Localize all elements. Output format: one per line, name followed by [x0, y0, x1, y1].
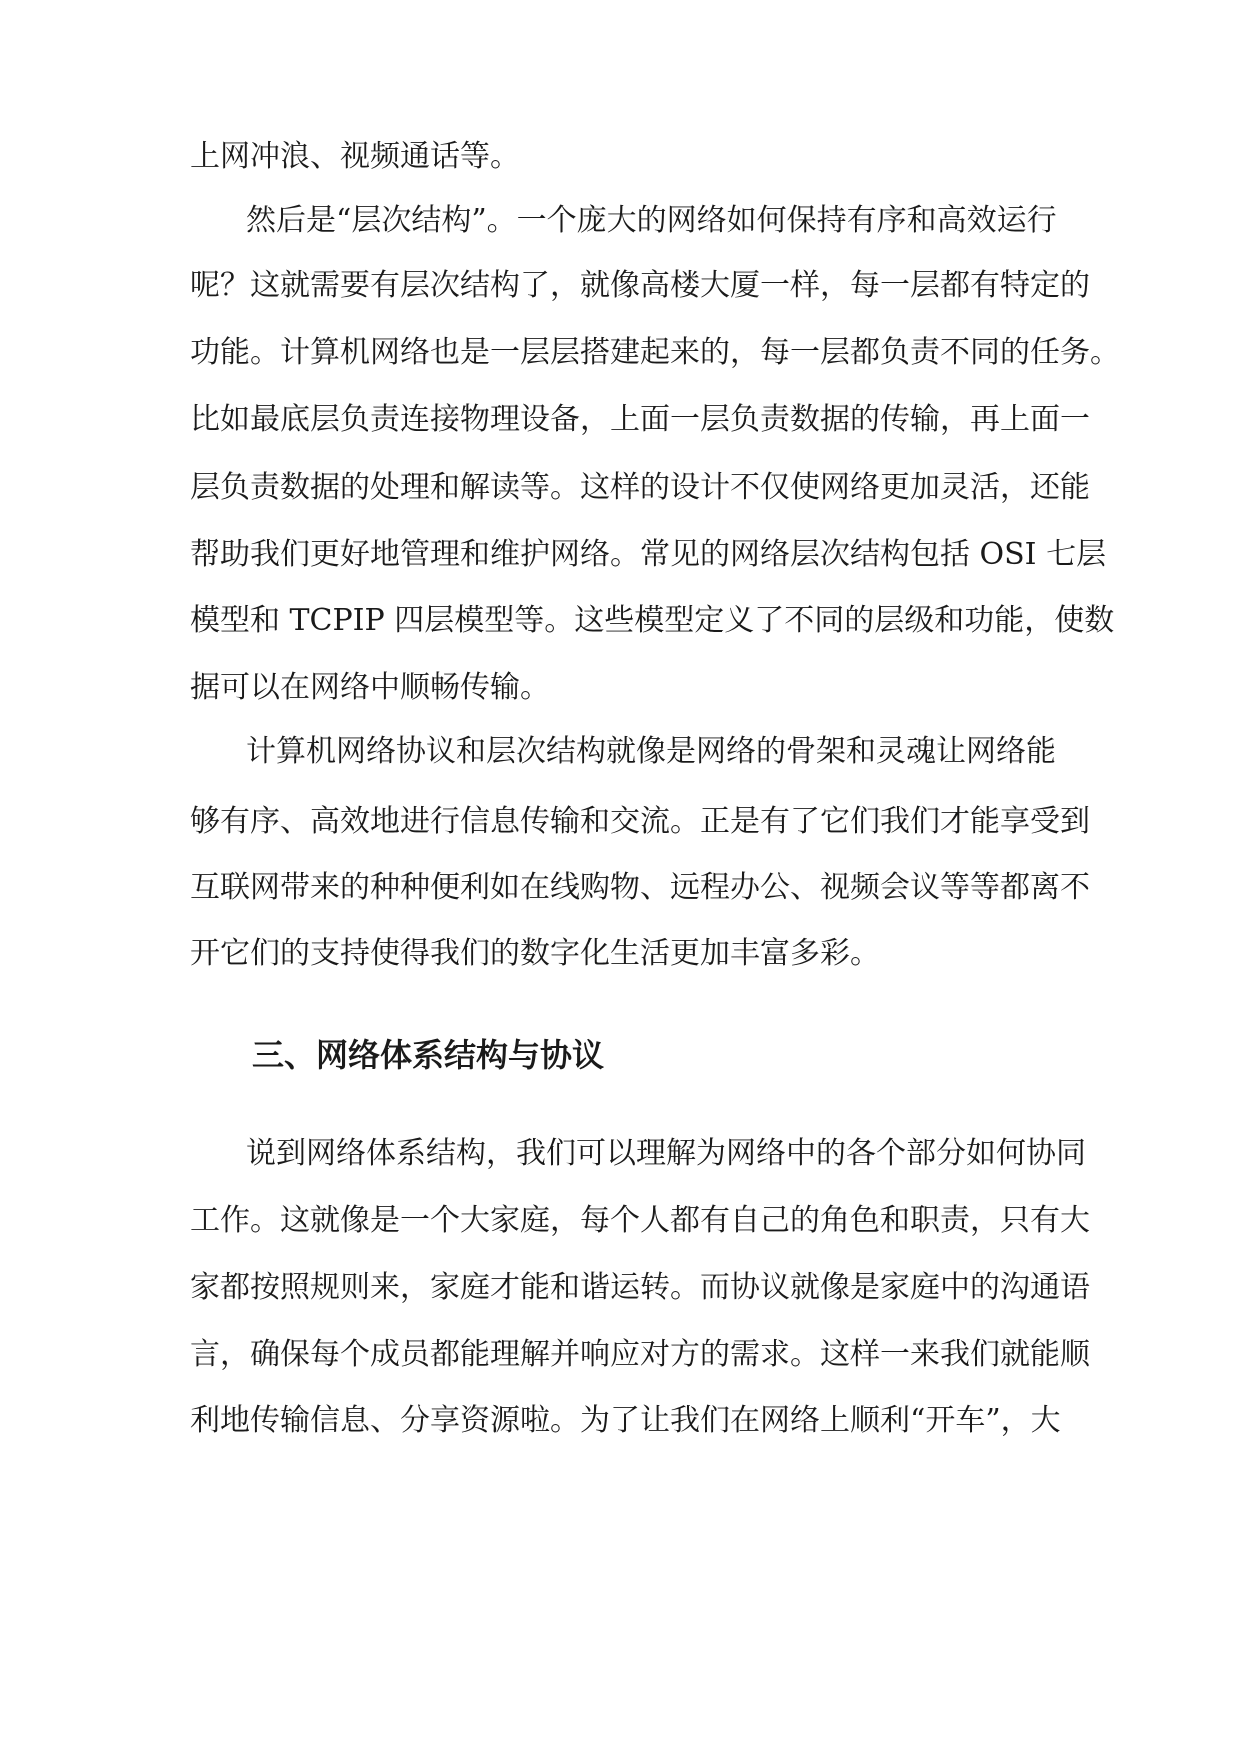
section-heading: 三、网络体系结构与协议 — [252, 1036, 605, 1074]
paragraph-first-line: 然后是“层次结构”。一个庞大的网络如何保持有序和高效运行 — [246, 203, 1057, 238]
text-line: 开它们的支持使得我们的数字化生活更加丰富多彩。 — [190, 936, 880, 971]
text-line: 工作。这就像是一个大家庭，每个人都有自己的角色和职责，只有大 — [190, 1203, 1090, 1238]
text-line: 功能。计算机网络也是一层层搭建起来的，每一层都负责不同的任务。 — [190, 335, 1120, 370]
text-line: 呢？这就需要有层次结构了，就像高楼大厦一样，每一层都有特定的 — [190, 268, 1090, 303]
text-line: 模型和 TCPIP 四层模型等。这些模型定义了不同的层级和功能，使数 — [190, 603, 1115, 638]
text-line: 层负责数据的处理和解读等。这样的设计不仅使网络更加灵活，还能 — [190, 470, 1090, 505]
text-line: 家都按照规则来，家庭才能和谐运转。而协议就像是家庭中的沟通语 — [190, 1270, 1090, 1305]
text-line: 比如最底层负责连接物理设备，上面一层负责数据的传输，再上面一 — [190, 402, 1090, 437]
text-line: 互联网带来的种种便利如在线购物、远程办公、视频会议等等都离不 — [190, 870, 1090, 905]
text-line: 够有序、高效地进行信息传输和交流。正是有了它们我们才能享受到 — [190, 804, 1090, 839]
paragraph-first-line: 计算机网络协议和层次结构就像是网络的骨架和灵魂让网络能 — [246, 734, 1056, 769]
text-line: 言，确保每个成员都能理解并响应对方的需求。这样一来我们就能顺 — [190, 1337, 1090, 1372]
text-line: 据可以在网络中顺畅传输。 — [190, 670, 550, 705]
text-line: 帮助我们更好地管理和维护网络。常见的网络层次结构包括 OSI 七层 — [190, 537, 1107, 572]
text-line: 利地传输信息、分享资源啦。为了让我们在网络上顺利“开车”，大 — [190, 1403, 1061, 1438]
text-line: 上网冲浪、视频通话等。 — [190, 139, 520, 174]
paragraph-first-line: 说到网络体系结构，我们可以理解为网络中的各个部分如何协同 — [246, 1136, 1086, 1171]
